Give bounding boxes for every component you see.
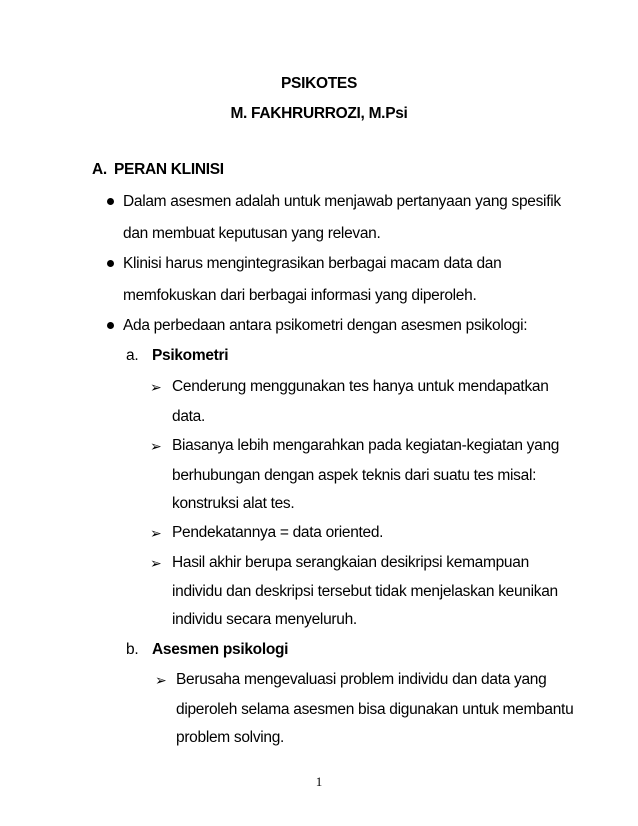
item-line: Biasanya lebih mengarahkan pada kegiatan-kegiatan yang bbox=[172, 437, 560, 454]
arrowhead-bullet-icon: ➢ bbox=[155, 672, 167, 688]
bullet-line: Ada perbedaan antara psikometri dengan asesmen psikologi: bbox=[123, 317, 528, 334]
item-line: data. bbox=[172, 408, 205, 425]
document-author: M. FAKHRURROZI, M.Psi bbox=[230, 105, 408, 122]
arrowhead-bullet-icon: ➢ bbox=[150, 379, 162, 395]
subsection-heading: Psikometri bbox=[152, 347, 229, 364]
arrowhead-bullet-icon: ➢ bbox=[150, 438, 162, 454]
item-line: konstruksi alat tes. bbox=[172, 495, 295, 512]
filled-circle-bullet-icon bbox=[107, 260, 114, 267]
bullet-line: dan membuat keputusan yang relevan. bbox=[123, 225, 381, 242]
item-line: problem solving. bbox=[176, 729, 285, 746]
item-line: individu secara menyeluruh. bbox=[172, 611, 357, 628]
item-line: Berusaha mengevaluasi problem individu dan data yang bbox=[176, 671, 547, 688]
item-line: berhubungan dengan aspek teknis dari suatu tes misal: bbox=[172, 467, 537, 484]
subsection-label: b. bbox=[126, 641, 139, 658]
bullet-line: Dalam asesmen adalah untuk menjawab pertanyaan yang spesifik bbox=[123, 193, 561, 210]
filled-circle-bullet-icon bbox=[107, 322, 114, 329]
document-title: PSIKOTES bbox=[281, 75, 357, 92]
section-label: A. bbox=[92, 161, 107, 178]
bullet-line: memfokuskan dari berbagai informasi yang diperoleh. bbox=[123, 287, 477, 304]
subsection-label: a. bbox=[126, 347, 139, 364]
arrowhead-bullet-icon: ➢ bbox=[150, 525, 162, 541]
filled-circle-bullet-icon bbox=[107, 198, 114, 205]
arrowhead-bullet-icon: ➢ bbox=[150, 555, 162, 571]
subsection-heading: Asesmen psikologi bbox=[152, 641, 289, 658]
item-line: diperoleh selama asesmen bisa digunakan untuk membantu bbox=[176, 701, 574, 718]
page-number: 1 bbox=[315, 774, 323, 789]
item-line: Cenderung menggunakan tes hanya untuk mendapatkan bbox=[172, 378, 549, 395]
item-line: Hasil akhir berupa serangkaian desikripsi kemampuan bbox=[172, 554, 529, 571]
item-line: Pendekatannya = data oriented. bbox=[172, 524, 384, 541]
item-line: individu dan deskripsi tersebut tidak menjelaskan keunikan bbox=[172, 583, 558, 600]
bullet-line: Klinisi harus mengintegrasikan berbagai macam data dan bbox=[123, 255, 502, 272]
section-heading: PERAN KLINISI bbox=[114, 161, 224, 178]
